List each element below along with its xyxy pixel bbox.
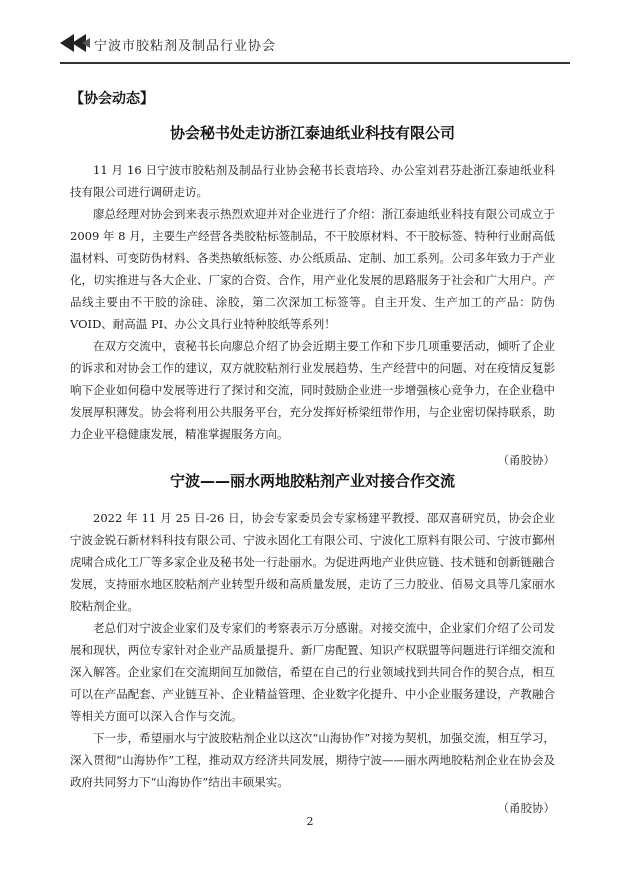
article-paragraph: 廖总经理对协会到来表示热烈欢迎并对企业进行了介绍：浙江泰迪纸业科技有限公司成立于 2009 年 8 月，主要生产经营各类胶粘标签制品，不干胶原材料、不干胶标签、特种行业耐高低温材料、可变防伪材料、各类热敏纸标签、办公纸质品、定制、加工系列。公司多年致力于产业化，切实推进与各大企业、厂家的合资、合作，用产业化发展的思路服务于社会和广大用户。产品线主要由不干胶的涂硅、涂胶，第二次深加工标签等。自主开发、生产加工的产品：防伪 VOID、耐高温 PI、办公文具行业特种胶纸等系列！	[70, 207, 555, 331]
chevron-logo-icon	[60, 32, 90, 54]
section-tag: 【协会动态】	[70, 91, 154, 107]
article-title: 协会秘书处走访浙江泰迪纸业科技有限公司	[169, 124, 455, 142]
article-paragraph: 老总们对宁波企业家们及专家们的考察表示万分感谢。对接交流中，企业家们介绍了公司发展和现状，两位专家针对企业产品质量提升、新厂房配置、知识产权联盟等问题进行详细交流和深入解答。企业家们在交流期间互加微信，希望在自己的行业领域找到共同合作的契合点，相互可以在产品配套、产业链互补、企业精益管理、企业数字化提升、中小企业服务建设，产教融合等相关方面可以深入合作与交流。	[70, 621, 555, 723]
article-paragraph: 下一步，希望丽水与宁波胶粘剂企业以这次“山海协作”对接为契机，加强交流，相互学习，深入贯彻“山海协作”工程，推动双方经济共同发展，期待宁波——丽水两地胶粘剂企业在协会及政府共同努力下“山海协作”结出丰硕果实。	[70, 731, 555, 789]
article-paragraph: 11 月 16 日宁波市胶粘剂及制品行业协会秘书长袁培玲、办公室刘君芬赴浙江泰迪纸业科技有限公司进行调研走访。	[70, 163, 555, 199]
article-paragraph: 在双方交流中，袁秘书长向廖总介绍了协会近期主要工作和下步几项重要活动，倾听了企业的诉求和对协会工作的建议，双方就胶粘剂行业发展趋势、生产经营中的问题、对在疫情反复影响下企业如何稳中发展等进行了探讨和交流，同时鼓励企业进一步增强核心竞争力，在企业稳中发展厚积薄发。协会将利用公共服务平台，充分发挥好桥梁纽带作用，与企业密切保持联系，助力企业平稳健康发展，精准掌握服务方向。	[70, 339, 555, 441]
article-ningbo-lishui	[70, 470, 555, 819]
article-signature: （甬胶协）	[497, 801, 555, 815]
article-title: 宁波——丽水两地胶粘剂产业对接合作交流	[169, 472, 455, 490]
header-org-name: 宁波市胶粘剂及制品行业协会	[94, 39, 277, 54]
article-signature: （甬胶协）	[497, 453, 555, 467]
header-divider	[60, 62, 570, 64]
article-visit-taidi	[70, 122, 555, 471]
page-header	[60, 26, 570, 66]
article-paragraph: 2022 年 11 月 25 日-26 日，协会专家委员会专家杨建平教授、邵双喜研究员，协会企业宁波金锐石新材料科技有限公司、宁波永固化工有限公司、宁波化工原料有限公司、宁波市鄞州虎啸合成化工厂等多家企业及秘书处一行赴丽水。为促进两地产业供应链、技术链和创新链融合发展，支持丽水地区胶粘剂产业转型升级和高质量发展，走访了三力胶业、佰易文具等几家丽水胶粘剂企业。	[70, 511, 555, 613]
page-number: 2	[306, 815, 314, 828]
